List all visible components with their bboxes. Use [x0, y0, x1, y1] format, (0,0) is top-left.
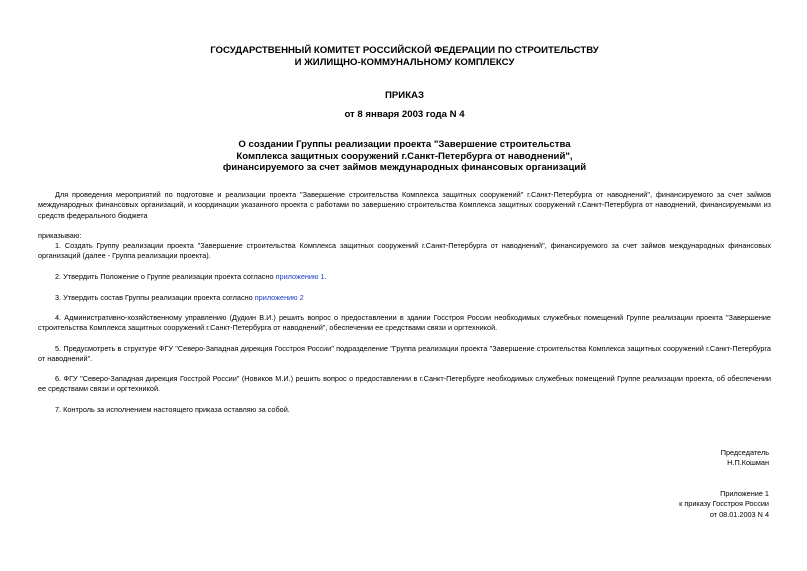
item-3	[38, 293, 771, 303]
title-line-1: О создании Группы реализации проекта "Завершение строительства	[238, 139, 571, 150]
item-5: 5. Предусмотреть в структуре ФГУ "Северо-Западная дирекция Госстроя России" подразделение "Группа реализации проекта "Завершение строительства Комплекса защитных сооружений г.Санкт-Петербурга от наводнений".	[38, 344, 771, 364]
signature-block	[721, 448, 769, 469]
org-line-2: И ЖИЛИЩНО-КОММУНАЛЬНОМУ КОМПЛЕКСУ	[294, 56, 515, 68]
item-6: 6. ФГУ "Северо-Западная дирекция Госстрой России" (Новиков М.И.) решить вопрос о предоставлении в г.Санкт-Петербурге необходимых служебных помещений Группе реализации проекта, об обеспечении ее средствами связи и оргтехникой.	[38, 374, 771, 394]
doc-title	[38, 139, 771, 174]
appendix-line-1: Приложение 1	[720, 489, 769, 498]
item-2	[38, 272, 771, 282]
doc-date: от 8 января 2003 года N 4	[344, 109, 465, 120]
title-line-3: финансируемого за счет займов международных финансовых организаций	[222, 162, 587, 173]
appendix-1-link[interactable]: приложению 1	[275, 272, 325, 281]
item-2-text: 2. Утвердить Положение о Группе реализации проекта согласно	[55, 272, 276, 281]
item-2-end: .	[324, 272, 327, 281]
org-name	[38, 45, 771, 68]
appendix-line-3: от 08.01.2003 N 4	[709, 509, 769, 519]
document-page	[38, 0, 771, 571]
preamble: Для проведения мероприятий по подготовке и реализации проекта "Завершение строительства Комплекса защитных сооружений" г.Санкт-Петербурга от наводнений", финансируемого за счет займов международных финансовых организаций, и координации указанного проекта с работами по завершению строительства Комплекса защитных сооружений г.Санкт-Петербурга от наводнений, финансируемыми из средств федерального бюджета	[38, 190, 771, 220]
item-7: 7. Контроль за исполнением настоящего приказа оставляю за собой.	[55, 405, 290, 414]
org-line-1: ГОСУДАРСТВЕННЫЙ КОМИТЕТ РОССИЙСКОЙ ФЕДЕРАЦИИ ПО СТРОИТЕЛЬСТВУ	[210, 45, 599, 56]
order-word: приказываю:	[38, 231, 82, 240]
signature-name: Н.П.Кошман	[727, 458, 769, 468]
item-1: 1. Создать Группу реализации проекта "Завершение строительства Комплекса защитных сооружений г.Санкт-Петербурга от наводнений", финансируемого за счет займов международных финансовых организаций (далее - Группа реализации проекта).	[38, 241, 771, 261]
signature-position: Председатель	[720, 448, 769, 457]
item-3-text: 3. Утвердить состав Группы реализации проекта согласно	[55, 293, 255, 302]
doc-type: ПРИКАЗ	[385, 90, 424, 101]
appendix-2-link[interactable]: приложению 2	[254, 293, 304, 302]
appendix-header	[679, 489, 769, 520]
appendix-line-2: к приказу Госстроя России	[679, 499, 769, 509]
title-line-2: Комплекса защитных сооружений г.Санкт-Петербурга от наводнений",	[236, 150, 573, 162]
item-4: 4. Административно-хозяйственному управлению (Дудкин В.И.) решить вопрос о предоставлении в здании Госстроя России необходимых служебных помещений Группе реализации проекта "Завершение строительства Комплекса защитных сооружений г.Санкт-Петербурга от наводнений", обеспечении ее средствами связи и оргтехникой.	[38, 313, 771, 333]
